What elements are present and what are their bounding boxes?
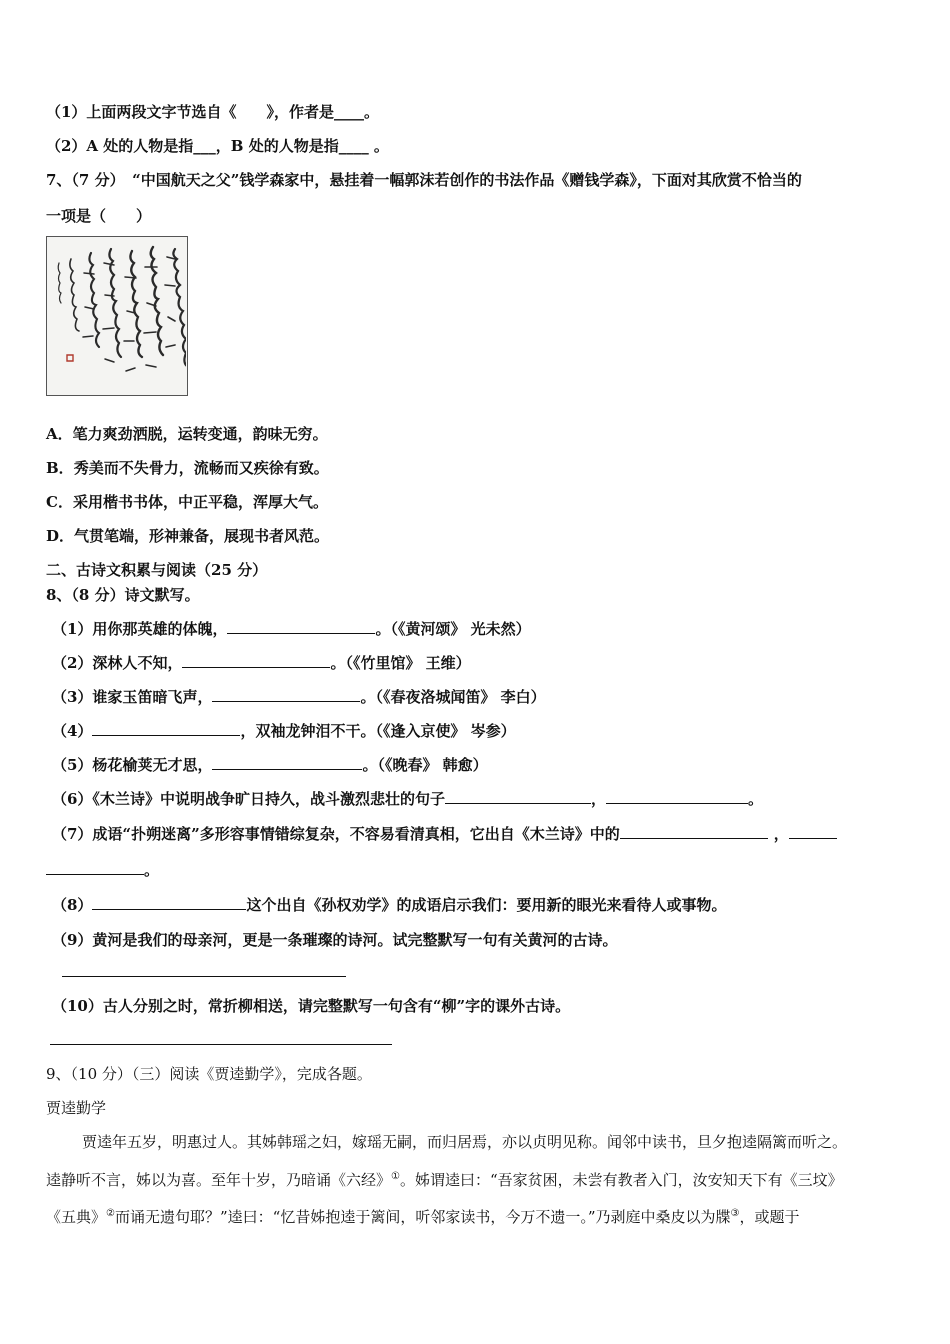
answer-blank[interactable] [606, 789, 748, 804]
option-letter: C． [46, 493, 73, 511]
q8-item-5 [52, 755, 488, 775]
item-text: （3）谁家玉笛暗飞声， [52, 688, 213, 706]
item-text: 。（《晚春》 韩愈） [362, 756, 488, 774]
item-text: ， [590, 790, 606, 808]
q8-stem: 8、（8 分）诗文默写。 [46, 586, 200, 604]
q6-sub2: （2）A 处的人物是指___，B 处的人物是指____ 。 [46, 137, 389, 155]
q7-stem [46, 170, 802, 190]
answer-blank[interactable] [620, 824, 768, 839]
q7-option-c [46, 492, 328, 512]
calligraphy-image [46, 236, 188, 396]
answer-blank[interactable] [789, 824, 837, 839]
q8-item-2 [52, 653, 471, 673]
answer-blank[interactable] [46, 860, 144, 875]
answer-blank[interactable] [212, 687, 360, 702]
passage-text: 逵静听不言，姊以为喜。至年十岁，乃暗诵《六经》 [46, 1171, 392, 1189]
passage-paragraph-line2 [46, 1167, 843, 1190]
q8-item-9: （9）黄河是我们的母亲河，更是一条璀璨的诗河。试完整默写一句有关黄河的古诗。 [52, 931, 618, 949]
answer-blank[interactable] [445, 789, 591, 804]
item-text: 。（《春夜洛城闻笛》 李白） [360, 688, 546, 706]
passage-title: 贾逵勤学 [46, 1099, 107, 1117]
calligraphy-strokes [47, 237, 186, 394]
section-heading: 二、古诗文积累与阅读（25 分） [46, 561, 268, 579]
q8-item-3 [52, 687, 546, 707]
answer-blank[interactable] [212, 755, 362, 770]
q7-option-b [46, 458, 329, 478]
item-text: 。（《竹里馆》 王维） [330, 654, 471, 672]
item-text: （4） [52, 722, 93, 740]
item-text: 这个出自《孙权劝学》的成语启示我们：要用新的眼光来看待人或事物。 [246, 896, 727, 914]
option-letter: A． [46, 425, 73, 443]
answer-blank[interactable] [182, 653, 330, 668]
q8-item-10: （10）古人分别之时，常折柳相送，请完整默写一句含有“柳”字的课外古诗。 [52, 997, 571, 1015]
footnote-mark: ② [106, 1208, 115, 1219]
answer-blank[interactable] [92, 721, 240, 736]
footnote-mark: ③ [730, 1208, 740, 1219]
answer-line[interactable] [50, 1044, 392, 1045]
passage-text: ，或题于 [739, 1208, 800, 1226]
item-text: （1）用你那英雄的体魄， [52, 620, 228, 638]
item-text: （7）成语“扑朔迷离”多形容事情错综复杂，不容易看清真相，它出自《木兰诗》中的 [52, 825, 620, 843]
q8-item-1 [52, 619, 531, 639]
q8-item-7-cont [46, 860, 159, 880]
passage-paragraph-line3 [46, 1204, 799, 1227]
q8-item-6 [52, 789, 763, 809]
option-text: 笔力爽劲洒脱，运转变通，韵味无穷。 [72, 425, 328, 443]
passage-text: 而诵无遗句耶？”逵曰：“忆昔姊抱逵于篱间，听邻家读书，今万不遗一。”乃剥庭中桑皮以为牒 [114, 1208, 731, 1226]
q7-option-d [46, 526, 329, 546]
item-text: （5）杨花榆荚无才思， [52, 756, 213, 774]
q6-sub1: （1）上面两段文字节选自《 》，作者是____。 [46, 103, 379, 121]
option-text: 秀美而不失骨力，流畅而又疾徐有致。 [73, 459, 329, 477]
answer-blank[interactable] [227, 619, 375, 634]
option-letter: D． [46, 527, 75, 545]
q7-stem-line2: 一项是（ ） [46, 207, 152, 225]
q7-stem-line1: 7、（7 分） “中国航天之父”钱学森家中，悬挂着一幅郭沫若创作的书法作品《赠钱学森》，下面对其欣赏不恰当的 [46, 171, 802, 189]
passage-text: 。姊谓逵曰：“吾家贫困，未尝有教者入门，汝安知天下有《三坟》 [399, 1171, 843, 1189]
option-letter: B． [46, 459, 74, 477]
item-text: 。（《黄河颂》 光未然） [375, 620, 531, 638]
item-text: （6）《木兰诗》中说明战争旷日持久，战斗激烈悲壮的句子 [52, 790, 445, 808]
q7-option-a [46, 424, 328, 444]
item-text: （2）深林人不知， [52, 654, 183, 672]
item-text: （8） [52, 896, 93, 914]
option-text: 气贯笔端，形神兼备，展现书者风范。 [74, 527, 330, 545]
q8-item-7 [52, 824, 837, 844]
passage-paragraph-line1: 贾逵年五岁，明惠过人。其姊韩瑶之妇，嫁瑶无嗣，而归居焉，亦以贞明见称。闻邻中读书，旦夕抱逵隔篱而听之。 [82, 1133, 848, 1151]
q8-item-4 [52, 721, 516, 741]
q9-stem: 9、（10 分）（三）阅读《贾逵勤学》，完成各题。 [46, 1065, 372, 1083]
item-text: 。 [747, 790, 763, 808]
answer-blank[interactable] [92, 895, 246, 910]
answer-line[interactable] [62, 976, 346, 977]
q8-item-8 [52, 895, 726, 915]
item-text: 。 [144, 861, 160, 879]
option-text: 采用楷书书体，中正平稳，浑厚大气。 [72, 493, 328, 511]
passage-text: 《五典》 [46, 1208, 107, 1226]
footnote-mark: ① [391, 1171, 400, 1182]
item-text: ，双袖龙钟泪不干。（《逢入京使》 岑参） [240, 722, 516, 740]
item-text: ， [773, 825, 789, 843]
